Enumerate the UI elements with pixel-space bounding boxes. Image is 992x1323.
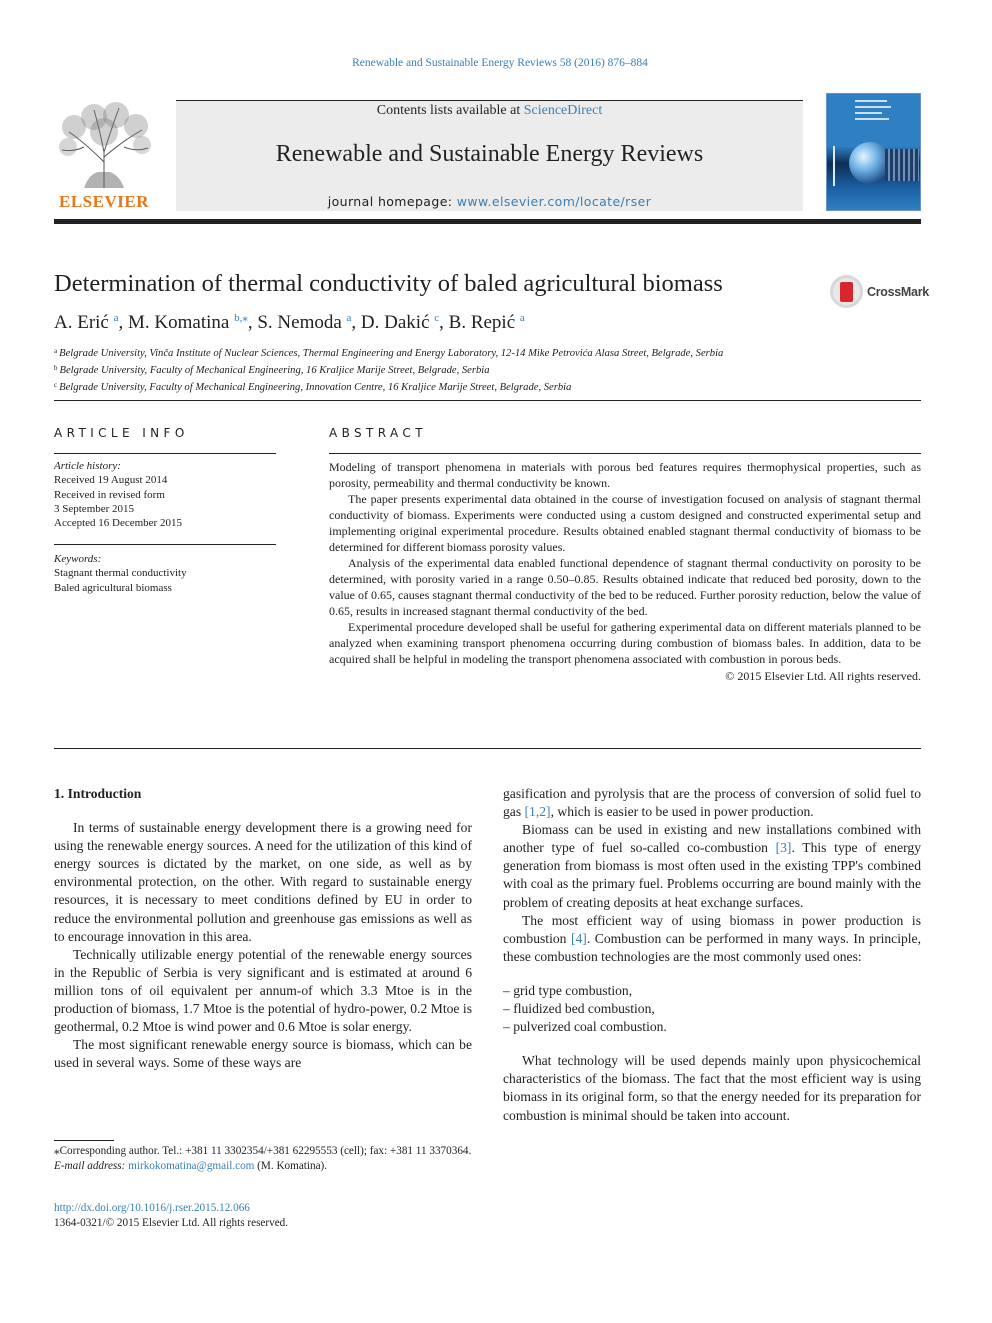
cover-windmill <box>833 146 835 186</box>
email-link[interactable]: mirkokomatina@gmail.com <box>128 1160 255 1172</box>
affiliation-text: Belgrade University, Faculty of Mechanical Engineering, Innovation Centre, 16 Kraljice Marije Street, Belgrade, Serbia <box>59 382 572 394</box>
citation-link[interactable]: [4] <box>570 930 587 946</box>
body-paragraph: What technology will be used depends mainly upon physicochemical characteristics of the biomass. The fact that the most efficient way is using biomass in its original form, so that the energy needed for its preparation for combustion is minimal should be taken into account. <box>503 1053 921 1123</box>
crossmark-badge[interactable] <box>830 275 929 309</box>
footnote-email-line <box>54 1159 472 1174</box>
author-affil-mark[interactable]: c <box>434 312 440 324</box>
affiliations-divider <box>54 400 921 401</box>
crossmark-label: CrossMark <box>867 285 929 299</box>
author-affil-mark[interactable]: a <box>519 312 525 324</box>
elsevier-tree-icon <box>54 102 154 190</box>
body-text: . This type of energy generation from biomass is most often used in the existing TPP's combined with coal as the primary fuel. Problems occurring are bound mainly with the problem of creating deposits at heat exchange surfaces. <box>503 840 921 910</box>
abstract-divider <box>329 453 921 454</box>
affiliations <box>54 344 723 396</box>
abstract-paragraph: Experimental procedure developed shall be useful for gathering experimental data on different materials planned to be analyzed when examining transport phenomena occurring during combustion of biomass bales. In addition, data to be acquired shall be helpful in modeling the transport phenomena associated with combustion in porous beds. <box>329 620 921 666</box>
crossmark-icon <box>830 275 863 308</box>
article-history <box>54 459 182 530</box>
author-affil-mark[interactable]: b,⁎ <box>234 312 248 324</box>
article-title: Determination of thermal conductivity of baled agricultural biomass <box>54 270 723 297</box>
publisher-wordmark: ELSEVIER <box>59 192 149 211</box>
list-item: – pulverized coal combustion. <box>503 1019 667 1035</box>
abstract-copyright: © 2015 Elsevier Ltd. All rights reserved. <box>725 669 921 683</box>
keyword-item: Baled agricultural biomass <box>54 581 172 594</box>
journal-cover-image[interactable] <box>826 93 921 211</box>
email-suffix: (M. Komatina). <box>254 1160 328 1172</box>
body-paragraph: The most significant renewable energy source is biomass, which can be used in several ways. Some of these ways are <box>54 1037 472 1071</box>
body-text: Biomass can be used in existing and new installations combined with another type of fuel so-called co-combustion <box>503 822 921 856</box>
affiliation-mark: c <box>54 381 58 390</box>
cover-solar-panel <box>885 149 919 181</box>
article-info-heading: ARTICLE INFO <box>54 426 189 440</box>
body-paragraph: Technically utilizable energy potential of the renewable energy sources in the Republic of Serbia is very significant and is estimated at around 6 million tons of oil equivalent per annum-of which 3.3 Mtoe is in the production of biomass, 1.7 Mtoe is the potential of hydro-power, 0.2 Mtoe is geothermal, 0.2 Mtoe is wind power and 0.6 Mtoe is solar energy. <box>54 946 472 1035</box>
author-name[interactable]: B. Repić <box>448 312 516 333</box>
email-label: E-mail address: <box>54 1160 129 1172</box>
contents-prefix: Contents lists available at <box>376 103 524 118</box>
journal-citation[interactable]: Renewable and Sustainable Energy Reviews 58 (2016) 876–884 <box>352 57 648 69</box>
author-affil-mark[interactable]: a <box>346 312 352 324</box>
affiliation-mark: b <box>54 364 58 373</box>
journal-title: Renewable and Sustainable Energy Reviews <box>275 141 704 167</box>
author-name[interactable]: M. Komatina <box>128 312 230 333</box>
footnote-contact: ⁎Corresponding author. Tel.: +381 11 3302354/+381 62295553 (cell); fax: +381 11 3370364. <box>54 1145 472 1157</box>
article-info-divider <box>54 453 276 454</box>
homepage-line <box>176 194 803 209</box>
list-item: – fluidized bed combustion, <box>503 1001 655 1017</box>
abstract-bottom-divider <box>54 748 921 749</box>
body-paragraph <box>503 821 921 911</box>
affiliation-item <box>54 361 723 378</box>
issn-copyright: 1364-0321/© 2015 Elsevier Ltd. All rights reserved. <box>54 1217 289 1229</box>
abstract-paragraph: Modeling of transport phenomena in materials with porous bed features requires thermophysical properties, such as porosity, permeability and thermal conductivity be known. <box>329 460 921 490</box>
body-left-column <box>54 785 472 1072</box>
homepage-prefix: journal homepage: <box>327 194 457 209</box>
history-item: Received 19 August 2014 <box>54 474 168 487</box>
abstract-body <box>329 459 921 684</box>
body-text: , which is easier to be used in power production. <box>550 804 814 820</box>
body-paragraph <box>503 912 921 966</box>
cover-title-lines <box>855 100 900 124</box>
history-item: 3 September 2015 <box>54 502 135 515</box>
affiliation-mark: a <box>54 347 58 355</box>
abstract-paragraph: Analysis of the experimental data enabled functional dependence of stagnant thermal conductivity on porosity to be determined, with porosity varied in a range 0.50–0.85. Results obtained indicate that reduced bed porosity, down to the value of 0.65, causes stagnant thermal conductivity of the bed to be reduced. Further porosity reduction, below the value of 0.65, results in increased stagnant thermal conductivity of the bed. <box>329 556 921 618</box>
citation-link[interactable]: [1,2] <box>524 804 551 820</box>
keywords <box>54 552 187 595</box>
body-paragraph: In terms of sustainable energy development there is a growing need for using the renewable energy sources. A need for the utilization of this kind of energy sources is dictated by the market, on one side, as well as by environmental protection, on the other. With regard to sustainable energy resources, it is necessary to meet conditions defined by EU in order to reduce the environmental pollution and greenhouse gas emissions as well as to encourage innovation in this area. <box>54 820 472 944</box>
body-text: The most efficient way of using biomass in power production is combustion <box>503 912 921 946</box>
author-name[interactable]: A. Erić <box>54 312 109 333</box>
affiliation-text: Belgrade University, Faculty of Mechanical Engineering, 16 Kraljice Marije Street, Belgrade, Serbia <box>59 365 490 377</box>
abstract-heading: ABSTRACT <box>329 426 427 440</box>
footnote-divider <box>54 1140 114 1141</box>
affiliation-text: Belgrade University, Vinča Institute of Nuclear Sciences, Thermal Engineering and Energy Laboratory, 12-14 Mike Petrovića Alasa Street, Belgrade, Serbia <box>59 348 724 359</box>
header-divider <box>54 219 921 224</box>
body-text: gasification and pyrolysis that are the process of conversion of solid fuel to gas <box>503 786 921 820</box>
body-paragraph <box>503 785 921 821</box>
journal-masthead <box>176 100 803 211</box>
keywords-divider <box>54 544 276 545</box>
corresponding-author-footnote <box>54 1144 472 1174</box>
keywords-label: Keywords: <box>54 553 102 565</box>
abstract-paragraph: The paper presents experimental data obtained in the course of investigation focused on analysis of stagnant thermal conductivity of biomass. Experiments were conducted using a custom designed and constructed experimental setup and implementing original experimental procedure. Results obtained enabled stagnant thermal conductivity of biomass to be determined for different biomass porosity values. <box>329 492 921 554</box>
sciencedirect-link[interactable]: ScienceDirect <box>523 103 603 118</box>
author-list: A. Erić $^a$, M. Komatina $^{b,⁎}$, S. Nemoda $^a$, D. Dakić $^c$, B. Repić $^a$ <box>54 312 525 333</box>
contents-line <box>176 103 803 119</box>
body-right-column <box>503 785 921 1125</box>
elsevier-logo[interactable] <box>54 102 154 212</box>
combustion-list <box>503 982 921 1036</box>
section-heading: 1. Introduction <box>54 786 142 801</box>
history-item: Accepted 16 December 2015 <box>54 517 182 530</box>
affiliation-item <box>54 378 723 395</box>
homepage-link[interactable]: www.elsevier.com/locate/rser <box>456 194 652 209</box>
author-affil-mark[interactable]: a <box>113 312 119 324</box>
affiliation-item <box>54 344 723 361</box>
history-item: Received in revised form <box>54 488 165 501</box>
body-text: . Combustion can be performed in many ways. In principle, these combustion technologies are the most commonly used ones: <box>503 930 921 964</box>
author-name[interactable]: S. Nemoda <box>257 312 342 333</box>
history-label: Article history: <box>54 460 121 472</box>
list-item: – grid type combustion, <box>503 982 633 998</box>
doi-link[interactable]: http://dx.doi.org/10.1016/j.rser.2015.12.066 <box>54 1202 250 1214</box>
citation-link[interactable]: [3] <box>775 840 792 856</box>
keyword-item: Stagnant thermal conductivity <box>54 567 187 580</box>
author-name[interactable]: D. Dakić <box>360 312 430 333</box>
